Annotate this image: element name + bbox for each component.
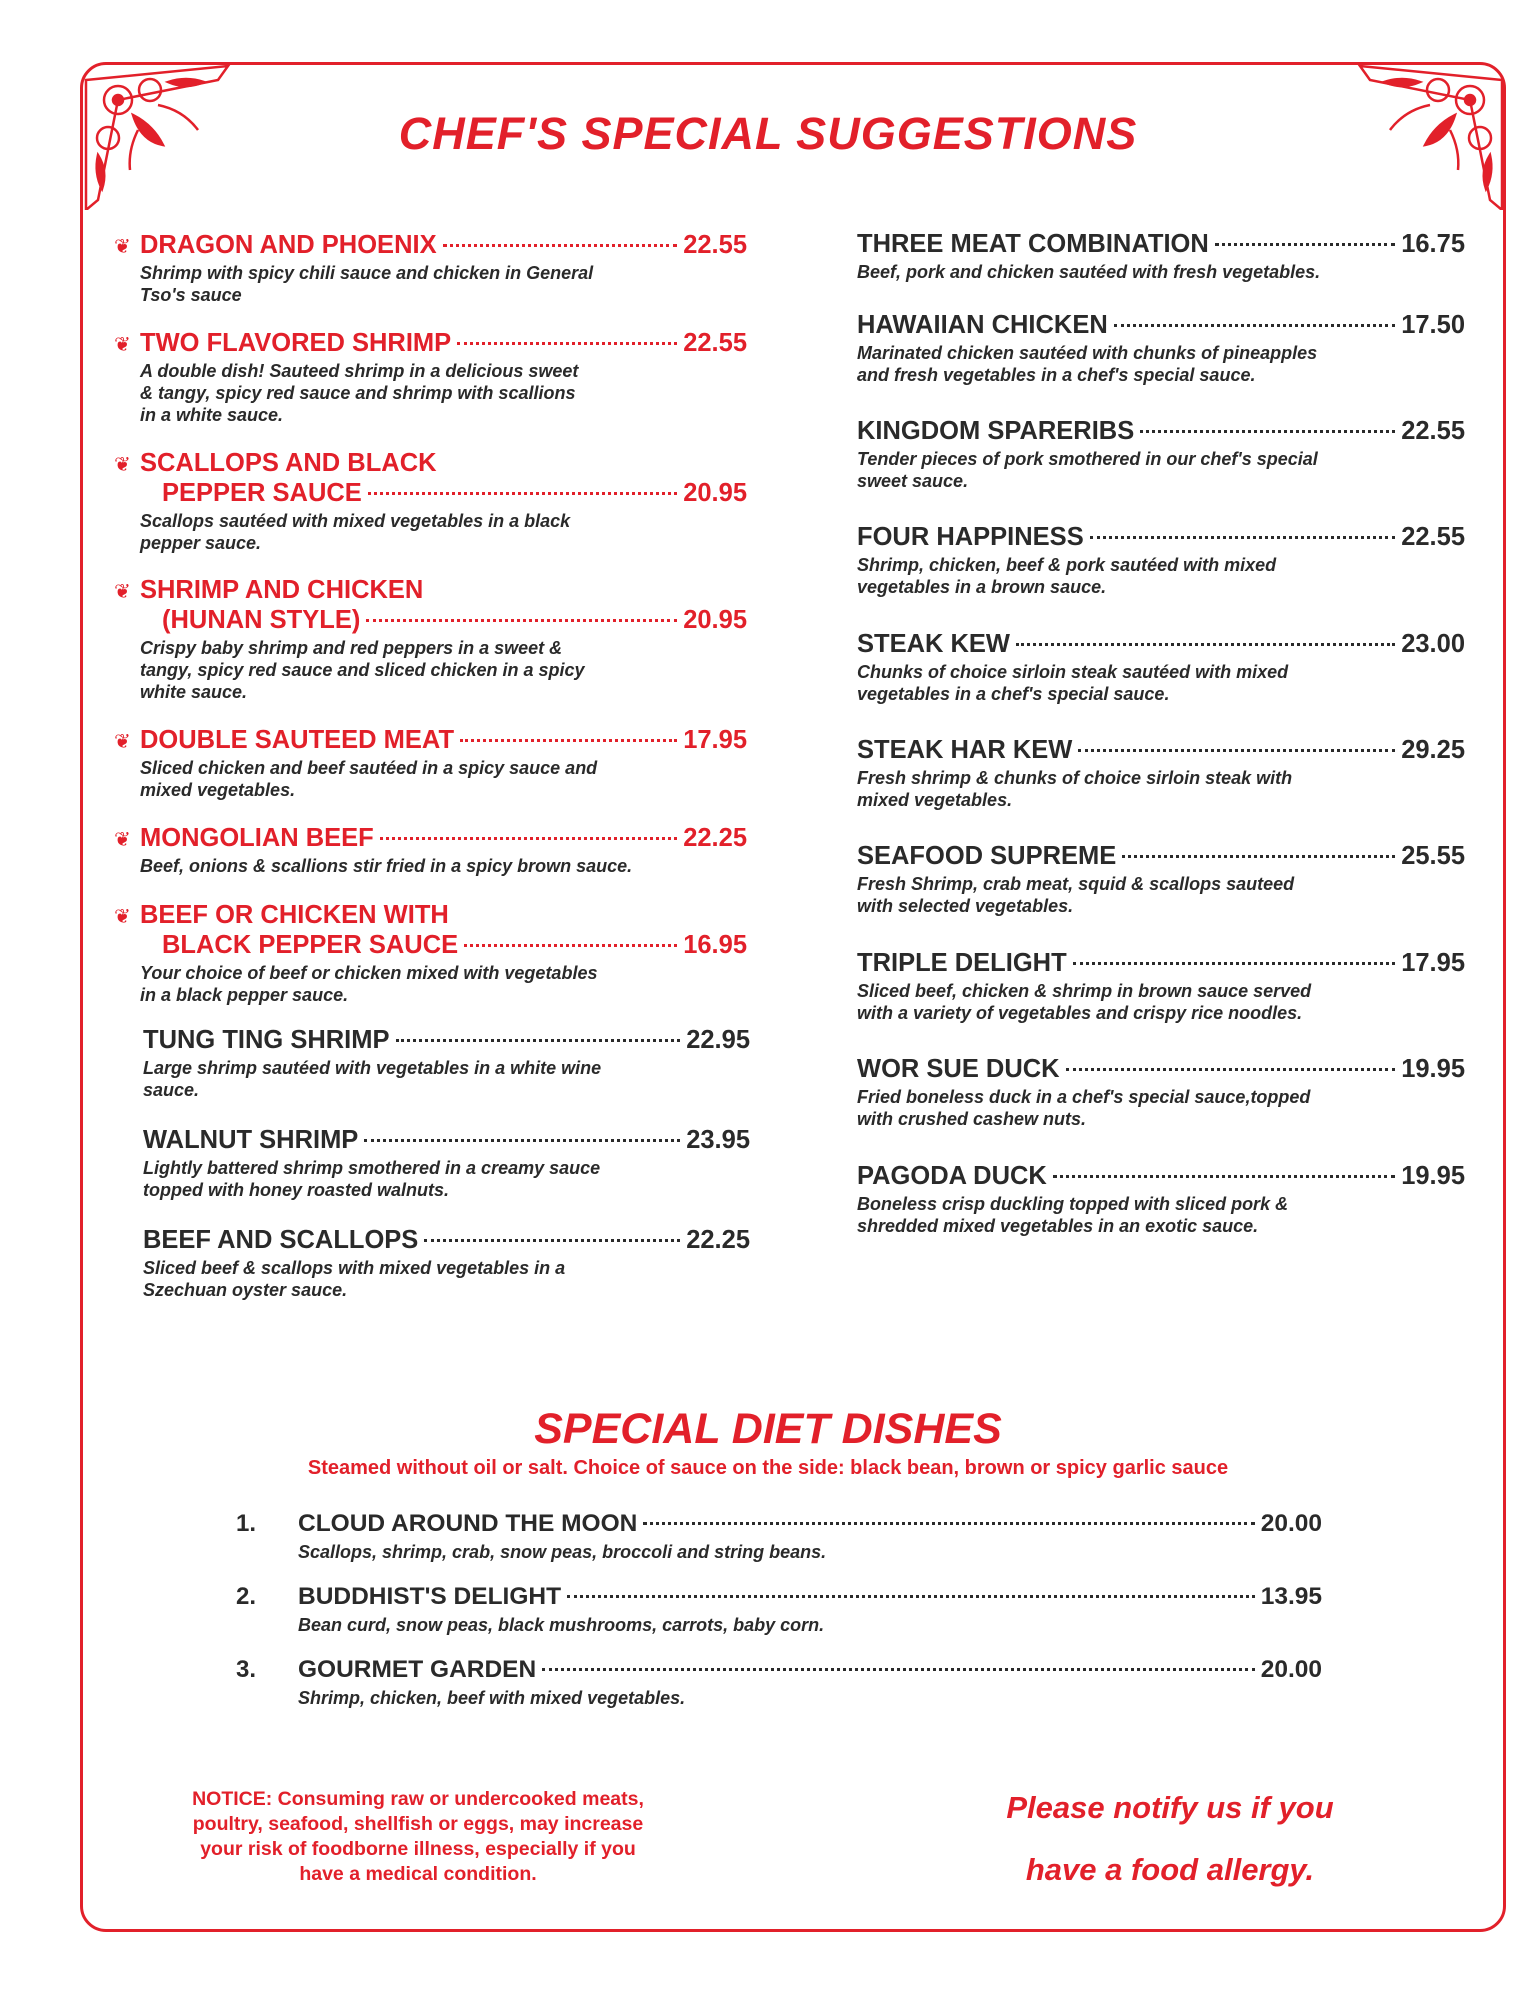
chef-special-mark-icon: ❦ (114, 731, 131, 753)
menu-item-triple-delight: TRIPLE DELIGHT 17.95 Sliced beef, chicken & shrimp in brown sauce served with a variety of vegetables and crispy rice noodles. (857, 949, 1465, 1023)
menu-item-tung-ting-shrimp: TUNG TING SHRIMP 22.95 Large shrimp sautéed with vegetables in a white wine sauce. (143, 1026, 750, 1100)
menu-item-mongolian-beef: ❦ MONGOLIAN BEEF 22.25 Beef, onions & scallions stir fried in a spicy brown sauce. (114, 824, 747, 876)
chef-special-mark-icon: ❦ (114, 334, 131, 356)
menu-item-shrimp-and-chicken: ❦ SHRIMP AND CHICKEN (HUNAN STYLE) 20.95 Crispy baby shrimp and red peppers in a sweet & tangy, spicy red sauce and sliced chicken in a spicy white sauce. (114, 576, 747, 702)
menu-item-steak-kew: STEAK KEW 23.00 Chunks of choice sirloin steak sautéed with mixed vegetables in a chef's special sauce. (857, 630, 1465, 704)
menu-item-seafood-supreme: SEAFOOD SUPREME 25.55 Fresh Shrimp, crab meat, squid & scallops sauteed with selected vegetables. (857, 842, 1465, 916)
menu-item-double-sauteed-meat: ❦ DOUBLE SAUTEED MEAT 17.95 Sliced chicken and beef sautéed in a spicy sauce and mixed vegetables. (114, 726, 747, 800)
menu-item-two-flavored-shrimp: ❦ TWO FLAVORED SHRIMP 22.55 A double dish! Sauteed shrimp in a delicious sweet & tangy, spicy red sauce and shrimp with scallions in a white sauce. (114, 329, 747, 425)
menu-item-beef-and-scallops: BEEF AND SCALLOPS 22.25 Sliced beef & scallops with mixed vegetables in a Szechuan oyster sauce. (143, 1226, 750, 1300)
menu-item-kingdom-spareribs: KINGDOM SPARERIBS 22.55 Tender pieces of pork smothered in our chef's special sweet sauce. (857, 417, 1465, 491)
page-title: CHEF'S SPECIAL SUGGESTIONS (398, 108, 1138, 159)
menu-item-steak-har-kew: STEAK HAR KEW 29.25 Fresh shrimp & chunks of choice sirloin steak with mixed vegetables. (857, 736, 1465, 810)
allergy-notice-line1: Please notify us if you (1006, 1790, 1334, 1825)
menu-item-pagoda-duck: PAGODA DUCK 19.95 Boneless crisp duckling topped with sliced pork & shredded mixed vegetables in an exotic sauce. (857, 1162, 1465, 1236)
menu-item-three-meat-combination: THREE MEAT COMBINATION 16.75 Beef, pork and chicken sautéed with fresh vegetables. (857, 230, 1465, 282)
chef-special-mark-icon: ❦ (114, 906, 131, 928)
menu-item-hawaiian-chicken: HAWAIIAN CHICKEN 17.50 Marinated chicken sautéed with chunks of pineapples and fresh vegetables in a chef's special sauce. (857, 311, 1465, 385)
menu-item-scallops-black-pepper: ❦ SCALLOPS AND BLACK PEPPER SAUCE 20.95 Scallops sautéed with mixed vegetables in a black pepper sauce. (114, 449, 747, 553)
chef-special-mark-icon: ❦ (114, 454, 131, 476)
menu-item-wor-sue-duck: WOR SUE DUCK 19.95 Fried boneless duck in a chef's special sauce,topped with crushed cashew nuts. (857, 1055, 1465, 1129)
special-diet-subtitle: Steamed without oil or salt. Choice of sauce on the side: black bean, brown or spicy garlic sauce (307, 1457, 1229, 1479)
allergy-notice-line2: have a food allergy. (1025, 1852, 1315, 1887)
special-diet-title: SPECIAL DIET DISHES (534, 1405, 1002, 1453)
chef-special-mark-icon: ❦ (114, 829, 131, 851)
foodborne-notice: NOTICE: Consuming raw or undercooked meats, poultry, seafood, shellfish or eggs, may increase your risk of foodborne illness, especially if you have a medical condition. (192, 1788, 644, 1885)
menu-item-beef-or-chicken-black-pepper: ❦ BEEF OR CHICKEN WITH BLACK PEPPER SAUCE 16.95 Your choice of beef or chicken mixed with vegetables in a black pepper sauce. (114, 901, 747, 1005)
chef-special-mark-icon: ❦ (114, 236, 131, 258)
chef-special-mark-icon: ❦ (114, 581, 131, 603)
menu-item-four-happiness: FOUR HAPPINESS 22.55 Shrimp, chicken, beef & pork sautéed with mixed vegetables in a brown sauce. (857, 523, 1465, 597)
menu-item-dragon-and-phoenix: ❦ DRAGON AND PHOENIX 22.55 Shrimp with spicy chili sauce and chicken in General Tso's sauce (114, 231, 747, 305)
menu-item-walnut-shrimp: WALNUT SHRIMP 23.95 Lightly battered shrimp smothered in a creamy sauce topped with honey roasted walnuts. (143, 1126, 750, 1200)
